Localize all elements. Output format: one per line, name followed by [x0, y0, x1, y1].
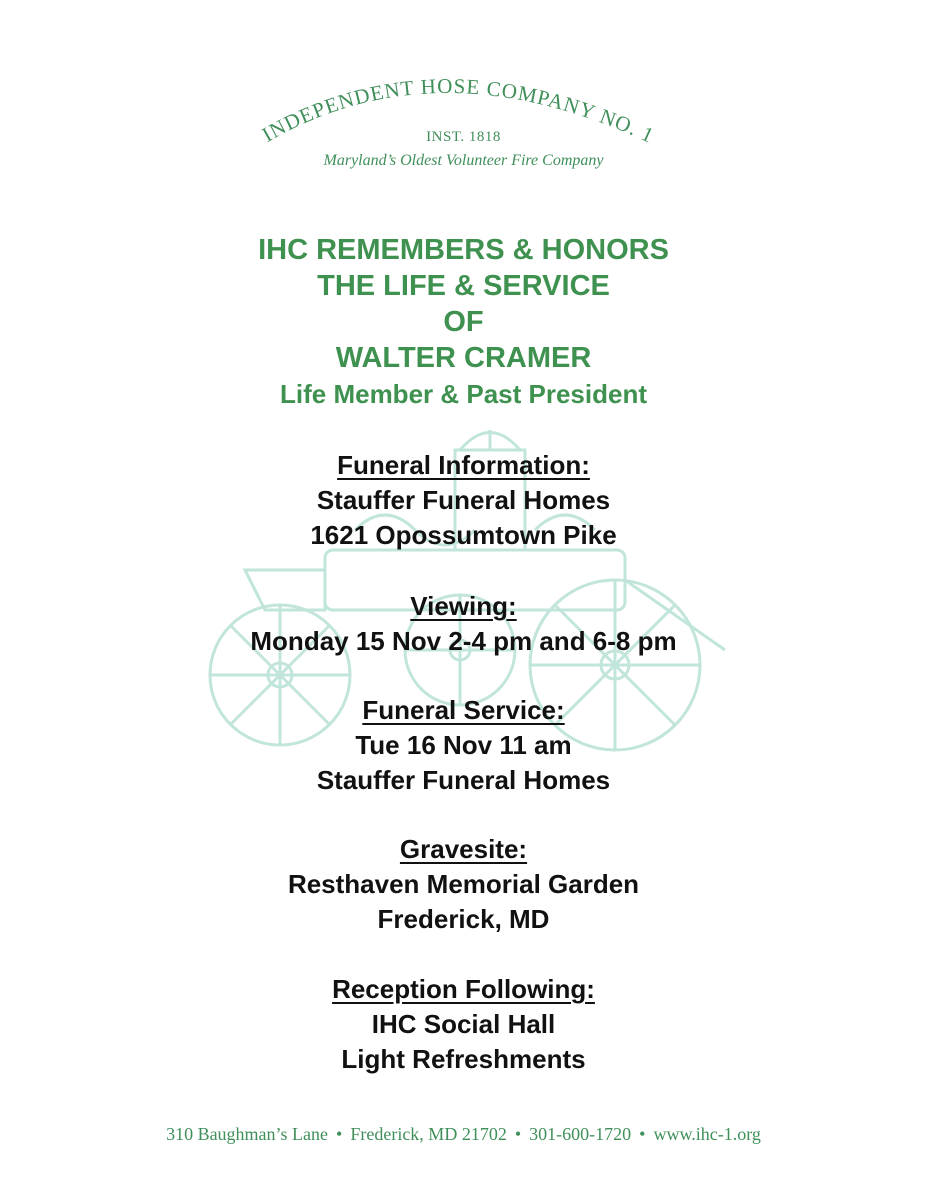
funeral-info-section — [0, 448, 927, 553]
footer-contact — [0, 1124, 927, 1145]
honoree-role: Life Member & Past President — [280, 379, 647, 409]
reception-refreshments: Light Refreshments — [341, 1044, 586, 1074]
gravesite-name: Resthaven Memorial Garden — [287, 869, 640, 899]
footer-address: 310 Baughman’s Lane — [166, 1124, 329, 1144]
established-year: INST. 1818 — [426, 129, 501, 145]
headline-line-1: IHC REMEMBERS & HONORS — [258, 234, 669, 266]
funeral-service-time: Tue 16 Nov 11 am — [355, 730, 572, 760]
company-tagline: Maryland’s Oldest Volunteer Fire Company — [323, 152, 604, 169]
headline-line-3: OF — [443, 306, 484, 338]
reception-location: IHC Social Hall — [371, 1009, 556, 1039]
funeral-service-section — [0, 693, 927, 798]
reception-heading: Reception Following: — [332, 974, 595, 1004]
gravesite-city: Frederick, MD — [377, 904, 550, 934]
reception-section — [0, 972, 927, 1077]
bullet-icon: • — [336, 1124, 343, 1144]
bullet-icon: • — [639, 1124, 646, 1144]
funeral-service-heading: Funeral Service: — [362, 695, 565, 725]
headline-line-2: THE LIFE & SERVICE — [317, 270, 610, 302]
viewing-times: Monday 15 Nov 2-4 pm and 6-8 pm — [250, 626, 677, 656]
gravesite-heading: Gravesite: — [399, 834, 528, 864]
funeral-info-heading: Funeral Information: — [337, 450, 590, 480]
memorial-headline — [0, 232, 927, 412]
company-name: INDEPENDENT HOSE COMPANY NO. 1 — [257, 73, 659, 148]
bullet-icon: • — [514, 1124, 522, 1144]
footer-phone: 301-600-1720 — [529, 1124, 632, 1144]
viewing-heading: Viewing: — [410, 591, 517, 621]
footer-city: Frederick, MD 21702 — [350, 1124, 507, 1144]
honoree-name: WALTER CRAMER — [335, 342, 592, 374]
gravesite-section — [0, 832, 927, 937]
funeral-home-name: Stauffer Funeral Homes — [316, 485, 611, 515]
funeral-service-location: Stauffer Funeral Homes — [316, 765, 611, 795]
viewing-section — [0, 589, 927, 659]
funeral-home-address: 1621 Opossumtown Pike — [310, 520, 617, 550]
footer-website: www.ihc-1.org — [653, 1124, 761, 1144]
